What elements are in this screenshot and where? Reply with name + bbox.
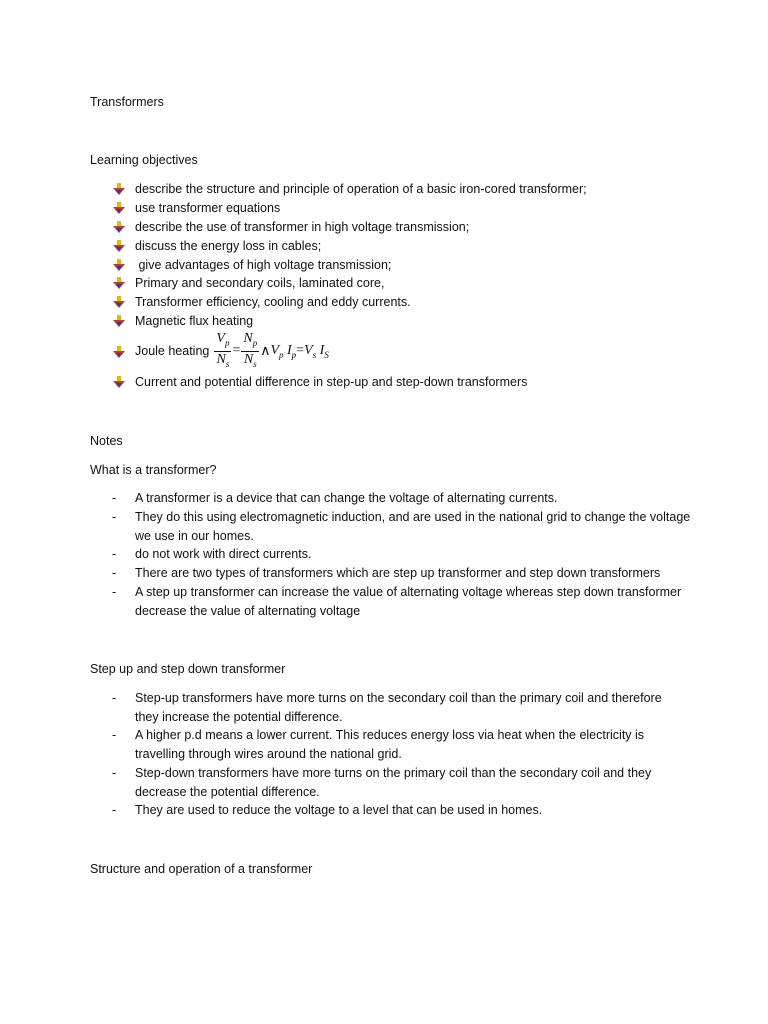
objective-item: Current and potential difference in step-up and step-down transformers [135, 375, 528, 389]
formula-label: Joule heating [135, 344, 210, 358]
fraction-np-ns: $\frac{N_p}{N_s}$ [243, 330, 258, 369]
dash-bullet: - [112, 566, 117, 580]
notes-question: What is a transformer? [90, 463, 217, 477]
arrow-bullet-icon [113, 376, 125, 388]
dash-bullet: - [112, 491, 117, 505]
arrow-bullet-icon [113, 346, 125, 358]
arrow-bullet-icon [113, 315, 125, 327]
objective-item: describe the use of transformer in high voltage transmission; [135, 220, 470, 234]
dash-bullet: - [112, 547, 117, 561]
objective-item: give advantages of high voltage transmission; [135, 258, 392, 272]
objectives-heading: Learning objectives [90, 153, 198, 167]
arrow-bullet-icon [113, 296, 125, 308]
arrow-bullet-icon [113, 202, 125, 214]
dash-bullet: - [112, 803, 117, 817]
dash-bullet: - [112, 585, 117, 599]
dash-bullet: - [112, 691, 117, 705]
stepup-item: Step-up transformers have more turns on the secondary coil than the primary coil and therefore they increase the potential difference. [135, 691, 662, 724]
objective-item: Transformer efficiency, cooling and eddy currents. [135, 295, 411, 309]
arrow-bullet-icon [113, 240, 125, 252]
structure-heading: Structure and operation of a transformer [90, 862, 313, 876]
stepup-item: Step-down transformers have more turns on the primary coil than the secondary coil and they decrease the potential difference. [135, 766, 652, 799]
objective-item: discuss the energy loss in cables; [135, 239, 322, 253]
note-item: There are two types of transformers which are step up transformer and step down transformers [135, 566, 661, 580]
note-item: A step up transformer can increase the value of alternating voltage whereas step down transformer decrease the value of alternating voltage [135, 585, 682, 618]
stepup-item: A higher p.d means a lower current. This reduces energy loss via heat when the electricity is travelling through wires around the national grid. [135, 728, 645, 761]
arrow-bullet-icon [113, 183, 125, 195]
objective-item: Magnetic flux heating [135, 314, 254, 328]
dash-bullet: - [112, 510, 117, 524]
arrow-bullet-icon [113, 221, 125, 233]
dash-bullet: - [112, 728, 117, 742]
stepup-heading: Step up and step down transformer [90, 662, 286, 676]
objective-item: describe the structure and principle of operation of a basic iron-cored transformer; [135, 182, 587, 196]
dash-bullet: - [112, 766, 117, 780]
stepup-item: They are used to reduce the voltage to a level that can be used in homes. [135, 803, 543, 817]
objective-item: Primary and secondary coils, laminated core, [135, 276, 385, 290]
document-title: Transformers [90, 95, 164, 109]
arrow-bullet-icon [113, 259, 125, 271]
note-item: A transformer is a device that can change the voltage of alternating currents. [135, 491, 558, 505]
note-item: do not work with direct currents. [135, 547, 312, 561]
notes-heading: Notes [90, 434, 123, 448]
fraction-vp-ns: $\frac{V_p}{N_s}$ [216, 330, 230, 369]
joule-heating-formula: Joule heating $\frac{V_p}{N_s}$ = $\frac{N_p}{N_s}$ ∧ $V_p$ $I_p$ = $V_s$ $I_S$ [135, 331, 329, 371]
objective-item: use transformer equations [135, 201, 281, 215]
arrow-bullet-icon [113, 277, 125, 289]
note-item: They do this using electromagnetic induction, and are used in the national grid to change the voltage we use in our homes. [135, 510, 691, 543]
